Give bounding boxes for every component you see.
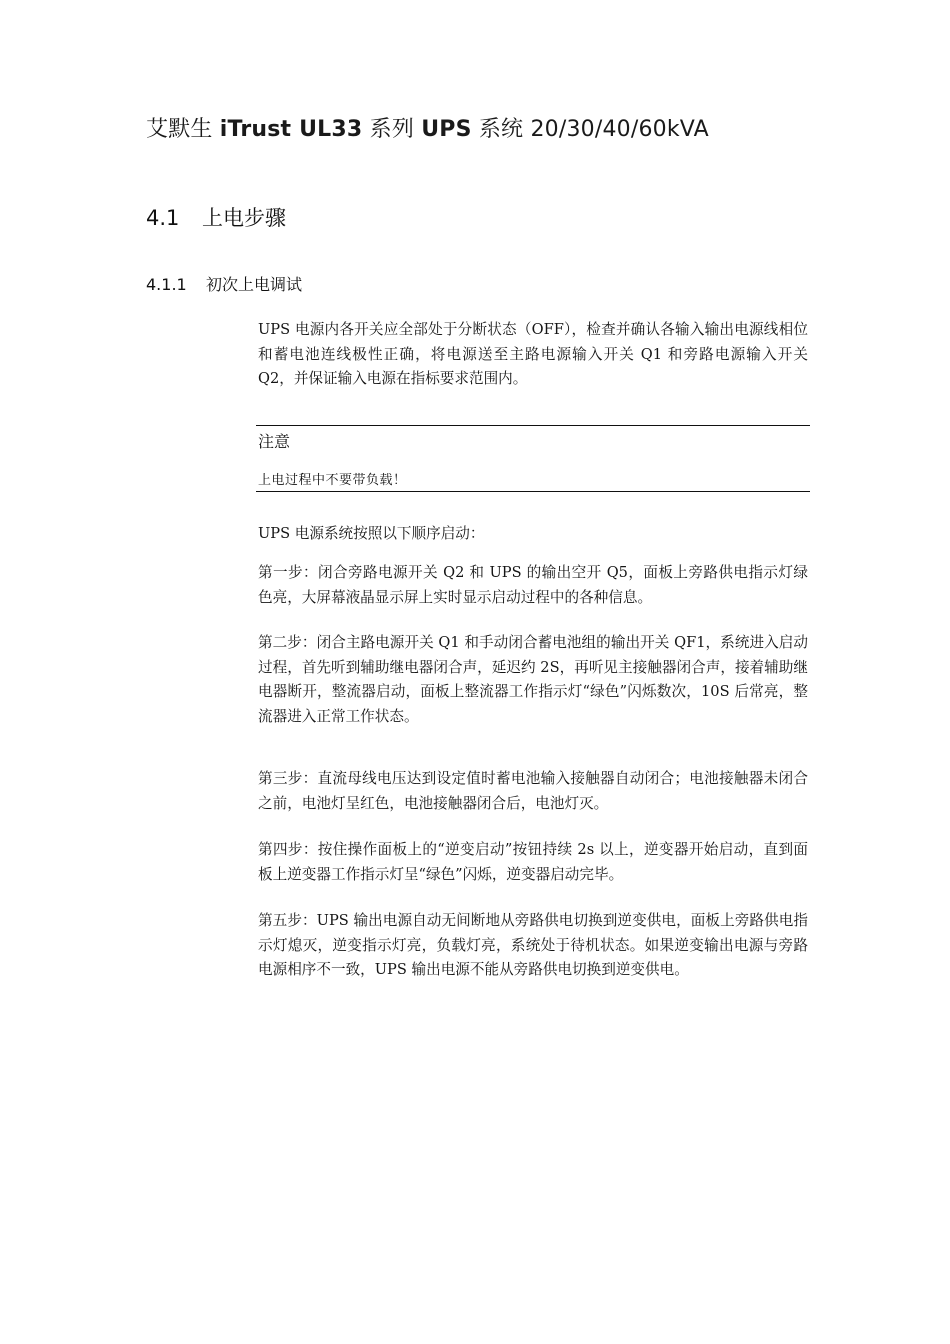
header-suffix: 系统 20/30/40/60kVA	[471, 117, 709, 142]
step-1: 第一步：闭合旁路电源开关 Q2 和 UPS 的输出空开 Q5，面板上旁路供电指示灯绿色亮，大屏幕液晶显示屏上实时显示启动过程中的各种信息。	[258, 564, 808, 606]
note-text: 上电过程中不要带负载！	[258, 473, 407, 488]
step-4-block	[258, 838, 808, 887]
header-mid: 系列	[362, 117, 422, 142]
subsection-number: 4.1.1	[146, 275, 187, 294]
section-number: 4.1	[146, 206, 180, 230]
note-title: 注意	[258, 432, 291, 451]
subsection-heading	[146, 272, 302, 295]
header-ups: UPS	[421, 117, 472, 142]
step-4: 第四步：按住操作面板上的“逆变启动”按钮持续 2s 以上，逆变器开始启动，直到面板上逆变器工作指示灯呈“绿色”闪烁，逆变器启动完毕。	[258, 841, 808, 883]
intro-block	[258, 318, 808, 392]
section-title: 上电步骤	[202, 206, 286, 230]
step-2-block	[258, 631, 808, 729]
step-1-block	[258, 561, 808, 610]
step-5-block	[258, 909, 808, 983]
note-bottom-rule	[256, 491, 810, 492]
page-header	[146, 112, 709, 143]
sequence-intro: UPS 电源系统按照以下顺序启动：	[258, 525, 485, 542]
section-heading	[146, 202, 286, 232]
step-3: 第三步：直流母线电压达到设定值时蓄电池输入接触器自动闭合；电池接触器未闭合之前，电池灯呈红色，电池接触器闭合后，电池灯灭。	[258, 770, 808, 812]
note-top-rule	[256, 425, 810, 426]
note-box	[256, 425, 810, 493]
step-5: 第五步：UPS 输出电源自动无间断地从旁路供电切换到逆变供电，面板上旁路供电指示灯熄灭，逆变指示灯亮，负载灯亮，系统处于待机状态。如果逆变输出电源与旁路电源相序不一致，UPS 输出电源不能从旁路供电切换到逆变供电。	[258, 912, 808, 978]
intro-paragraph: UPS 电源内各开关应全部处于分断状态（OFF），检查并确认各输入输出电源线相位和蓄电池连线极性正确，将电源送至主路电源输入开关 Q1 和旁路电源输入开关 Q2，并保证输入电源在指标要求范围内。	[258, 321, 808, 387]
sequence-intro-block	[258, 522, 808, 547]
header-brand: iTrust UL33	[219, 117, 363, 142]
subsection-title: 初次上电调试	[206, 275, 303, 294]
header-prefix: 艾默生	[146, 117, 220, 142]
step-3-block	[258, 767, 808, 816]
step-2: 第二步：闭合主路电源开关 Q1 和手动闭合蓄电池组的输出开关 QF1，系统进入启动过程，首先听到辅助继电器闭合声，延迟约 2S，再听见主接触器闭合声，接着辅助继电器断开，整流器启动，面板上整流器工作指示灯“绿色”闪烁数次，10S 后常亮，整流器进入正常工作状态。	[258, 634, 808, 725]
